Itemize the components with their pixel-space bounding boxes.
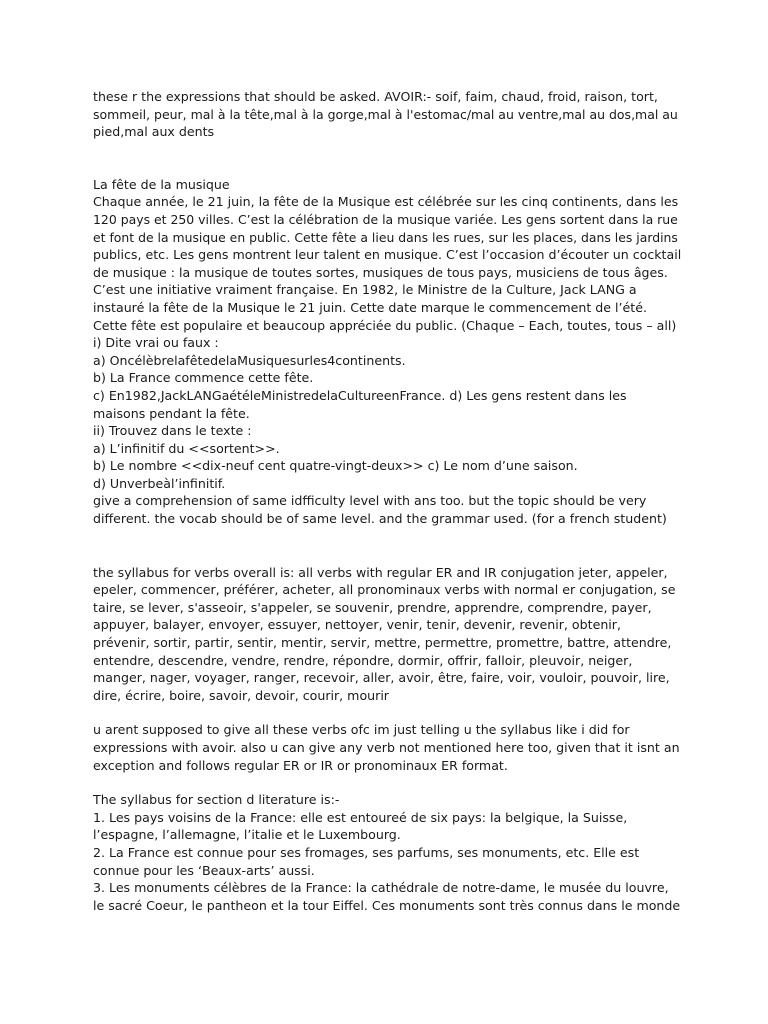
verbs-syllabus-paragraph <box>93 564 681 705</box>
expressions-line: pied,mal aux dents <box>93 124 215 140</box>
verbs-line: the syllabus for verbs overall is: all verbs with regular ER and IR conjugation jeter, appeler, <box>93 564 668 580</box>
expressions-line: these r the expressions that should be asked. AVOIR:- soif, faim, chaud, froid, raison, tort, <box>93 89 658 104</box>
instruction-line: give a comprehension of same idfficulty level with ans too. but the topic should be very <box>93 493 647 509</box>
verbs-line: dire, écrire, boire, savoir, devoir, courir, mourir <box>93 687 389 703</box>
document-page <box>93 88 681 914</box>
question-heading-find: ii) Trouvez dans le texte : <box>93 423 252 439</box>
expressions-paragraph <box>93 88 681 141</box>
comprehension-line: de musique : la musique de toutes sortes, musiques de tous pays, musiciens de tous âges. <box>93 264 668 280</box>
spacer <box>93 704 681 721</box>
literature-line: 3. Les monuments célèbres de la France: la cathédrale de notre-dame, le musée du louvre, <box>93 880 669 896</box>
literature-section <box>93 791 681 914</box>
literature-heading: The syllabus for section d literature is:- <box>93 792 340 808</box>
note-line: exception and follows regular ER or IR or pronominaux ER format. <box>93 757 508 773</box>
literature-line: le sacré Coeur, le pantheon et la tour Eiffel. Ces monuments sont très connus dans le monde <box>93 897 681 913</box>
verbs-line: epeler, commencer, préférer, acheter, all pronominaux verbs with normal er conjugation, se <box>93 582 676 598</box>
question-heading-true-false: i) Dite vrai ou faux : <box>93 335 219 351</box>
comprehension-line: Cette fête est populaire et beaucoup appréciée du public. (Chaque – Each, toutes, tous – all) <box>93 317 677 333</box>
question-item: b) Le nombre <<dix-neuf cent quatre-vingt-deux>> c) Le nom d’une saison. <box>93 458 578 474</box>
note-line: u arent supposed to give all these verbs ofc im just telling u the syllabus like i did for <box>93 722 630 738</box>
instruction-line: different. the vocab should be of same level. and the grammar used. (for a french student) <box>93 511 667 527</box>
note-line: expressions with avoir. also u can give any verb not mentioned here too, given that it isnt an <box>93 740 680 755</box>
verbs-line: taire, se lever, s'asseoir, s'appeler, se souvenir, prendre, apprendre, comprendre, payer, <box>93 599 652 615</box>
comprehension-line: Chaque année, le 21 juin, la fête de la Musique est célébrée sur les cinq continents, dans les <box>93 194 679 210</box>
verbs-line: entendre, descendre, vendre, rendre, répondre, dormir, offrir, falloir, pleuvoir, neiger, <box>93 652 633 668</box>
comprehension-section <box>93 176 681 528</box>
comprehension-line: C’est une initiative vraiment française. En 1982, le Ministre de la Culture, Jack LANG a <box>93 282 637 298</box>
spacer <box>93 141 681 176</box>
question-item: b) La France commence cette fête. <box>93 370 314 386</box>
question-item: a) L’infinitif du <<sortent>>. <box>93 440 280 456</box>
expressions-line: sommeil, peur, mal à la tête,mal à la gorge,mal à l'estomac/mal au ventre,mal au dos,mal au <box>93 106 678 122</box>
question-item: a) OncélèbrelafêtedelaMusiquesurles4continents. <box>93 352 406 368</box>
note-paragraph <box>93 721 681 774</box>
literature-line: 1. Les pays voisins de la France: elle est entoureé de six pays: la belgique, la Suisse, <box>93 809 628 825</box>
question-item: maisons pendant la fête. <box>93 405 250 421</box>
verbs-line: manger, nager, voyager, ranger, recevoir, aller, avoir, être, faire, voir, vouloir, pouvoir, lire, <box>93 670 670 686</box>
question-item: d) Unverbeàl’infinitif. <box>93 475 226 491</box>
verbs-line: appuyer, balayer, envoyer, essuyer, nettoyer, venir, tenir, devenir, revenir, obtenir, <box>93 617 621 633</box>
question-item: c) En1982,JackLANGaétéleMinistredelaCultureenFrance. d) Les gens restent dans les <box>93 387 627 403</box>
comprehension-line: 120 pays et 250 villes. C’est la célébration de la musique variée. Les gens sortent dans la rue <box>93 211 678 227</box>
comprehension-line: instauré la fête de la Musique le 21 juin. Cette date marque le commencement de l’été. <box>93 299 647 315</box>
spacer <box>93 528 681 564</box>
literature-line: l’espagne, l’allemagne, l’italie et le Luxembourg. <box>93 827 401 843</box>
comprehension-line: publics, etc. Les gens montrent leur talent en musique. C’est l’occasion d’écouter un cocktail <box>93 247 682 263</box>
comprehension-title: La fête de la musique <box>93 176 230 192</box>
comprehension-line: et font de la musique en public. Cette fête a lieu dans les rues, sur les places, dans les jardins <box>93 229 678 245</box>
spacer <box>93 774 681 791</box>
verbs-line: prévenir, sortir, partir, sentir, mentir, servir, mettre, permettre, promettre, battre, attendre, <box>93 635 672 651</box>
literature-line: connue pour les ‘Beaux-arts’ aussi. <box>93 862 315 878</box>
literature-line: 2. La France est connue pour ses fromages, ses parfums, ses monuments, etc. Elle est <box>93 844 640 860</box>
